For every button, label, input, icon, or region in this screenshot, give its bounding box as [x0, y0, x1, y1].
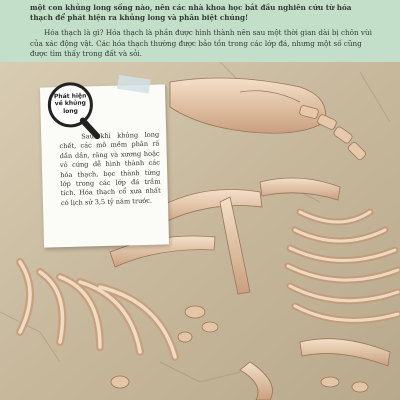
fossil-definition-paragraph: Hóa thạch là gì? Hóa thạch là phần được hình thành nên sau một thời gian dài bị chôn vùi của xác động vật. Các hóa thạch thường được bảo tồn trong các lớp đá, nhưng một số cũng được tìm thấy trong đất và sỏi. — [30, 28, 372, 58]
intro-bold-text: một con khủng long sống nào, nên các nhà khoa học bắt đầu nghiên cứu từ hóa thạch để phát hiện ra khủng long và phân biệt chúng! — [30, 3, 352, 22]
badge-title: Phát hiện về khủng long — [53, 92, 87, 115]
intro-band — [0, 0, 400, 62]
note-body-text: Sau khi khủng long chết, các mô mềm phân rã dần dần, răng và xương hoặc vỏ cứng dễ hình thành các hóa thạch, bọc thành từng lớp trong các lớp đá trầm tích. Hóa thạch cổ xưa nhất có lịch sử 3,5 tỷ năm trước. — [59, 130, 161, 207]
fact-note-card — [40, 84, 169, 247]
